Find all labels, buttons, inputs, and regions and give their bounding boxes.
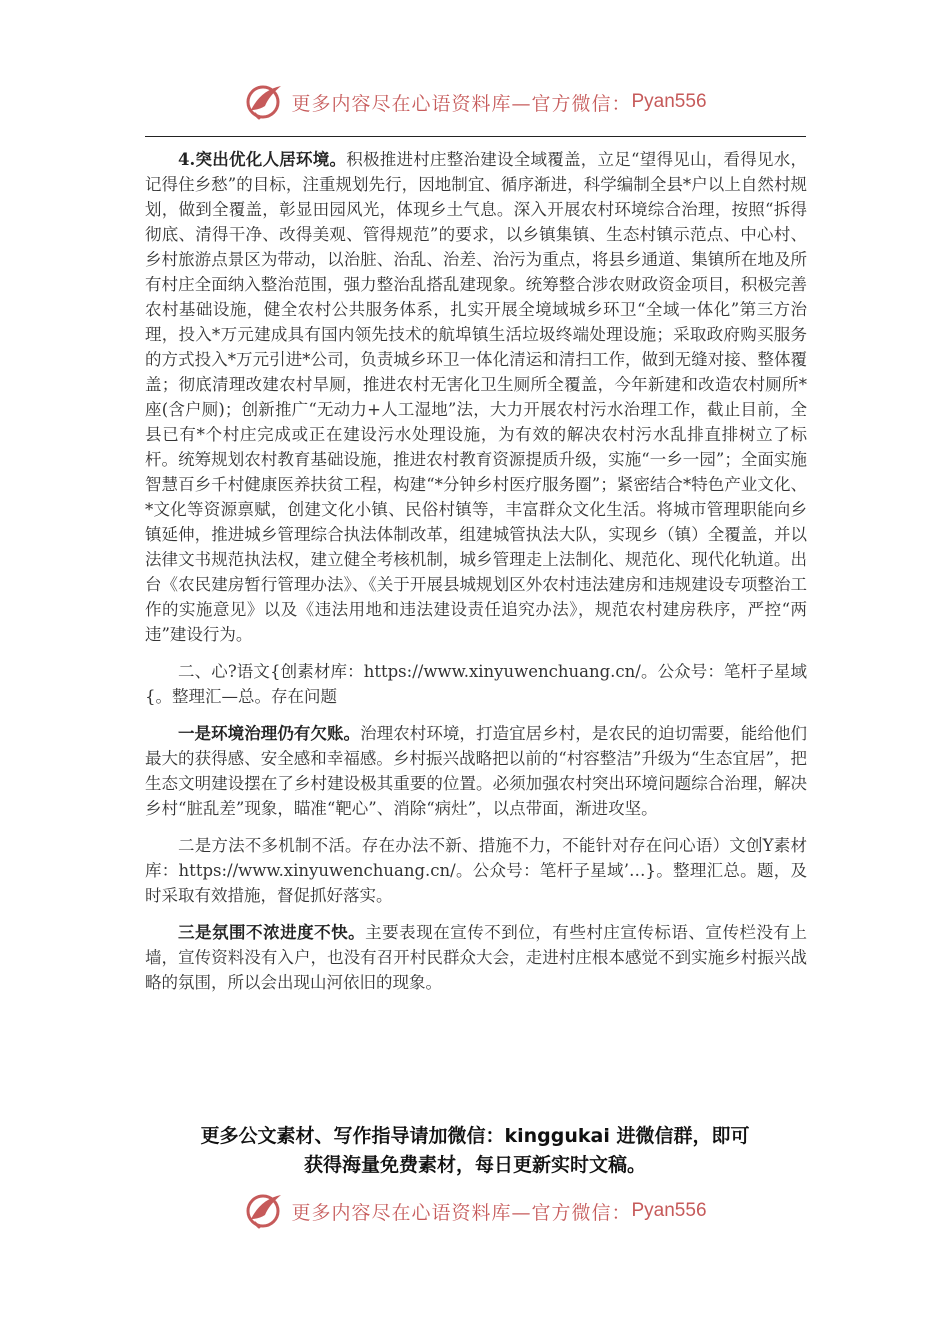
paragraph-living-environment [145, 147, 807, 647]
document-body [145, 147, 807, 995]
banner-handle: Pyan556 [631, 1200, 707, 1221]
paragraph-text: 积极推进村庄整治建设全域覆盖，立足“望得见山，看得见水，记得住乡愁”的目标，注重规划先行，因地制宜、循序渐进，科学编制全县*户以上自然村规划，做到全覆盖，彰显田园风光，体现乡土气息。深入开展农村环境综合治理，按照“拆得彻底、清得干净、改得美观、管得规范”的要求，以乡镇集镇、生态村镇示范点、中心村、乡村旅游点景区为带动，以治脏、治乱、治差、治污为重点，将县乡通道、集镇所在地及所有村庄全面纳入整治范围，强力整治乱搭乱建现象。统筹整合涉农财政资金项目，积极完善农村基础设施，健全农村公共服务体系，扎实开展全境域城乡环卫“全域一体化”第三方治理，投入*万元建成具有国内领先技术的航埠镇生活垃圾终端处理设施；采取政府购买服务的方式投入*万元引进*公司，负责城乡环卫一体化清运和清扫工作，做到无缝对接、整体覆盖；彻底清理改建农村旱厕，推进农村无害化卫生厕所全覆盖，今年新建和改造农村厕所*座(含户厕)；创新推广“无动力+人工湿地”法，大力开展农村污水治理工作，截止目前，全县已有*个村庄完成或正在建设污水处理设施，为有效的解决农村污水乱排直排树立了标杆。统筹规划农村教育基础设施，推进农村教育资源提质升级，实施“一乡一园”；全面实施智慧百乡千村健康医养扶贫工程，构建“*分钟乡村医疗服务圈”；紧密结合*特色产业文化、*文化等资源禀赋，创建文化小镇、民俗村镇等，丰富群众文化生活。将城市管理职能向乡镇延伸，推进城乡管理综合执法体制改革，组建城管执法大队，实现乡（镇）全覆盖，并以法律文书规范执法权，建立健全考核机制，城乡管理走上法制化、规范化、现代化轨道。出台《农民建房暂行管理办法》、《关于开展县城规划区外农村违法建房和违规建设专项整治工作的实施意见》以及《违法用地和违法建设责任追究办法》，规范农村建房秩序，严控“两违”建设行为。 [145, 150, 807, 644]
paragraph-problem-two [145, 833, 807, 908]
brush-logo-icon [243, 80, 287, 124]
paragraph-text: 治理农村环境，打造宜居乡村，是农民的迫切需要，能给他们最大的获得感、安全感和幸福感。乡村振兴战略把以前的“村容整洁”升级为“生态宜居”，把生态文明建设摆在了乡村建设极其重要的位置。必须加强农村突出环境问题综合治理，解决乡村“脏乱差”现象，瞄准“靶心”、消除“病灶”，以点带面，渐进攻坚。 [145, 724, 808, 818]
header-divider [145, 136, 806, 137]
paragraph-text: 二是方法不多机制不活。存在办法不新、措施不力，不能针对存在问心语）文创Y素材库：https://www.xinyuwenchuang.cn/。公众号：笔杆子星域’…}。整理汇总。题，及时采取有效措施，督促抓好落实。 [145, 836, 807, 905]
banner-text: 更多内容尽在心语资料库—官方微信： [291, 92, 632, 115]
paragraph-lead: 4.突出优化人居环境。 [178, 150, 347, 169]
footer-banner [0, 1189, 950, 1233]
paragraph-lead: 一是环境治理仍有欠账。 [178, 724, 361, 743]
banner-handle: Pyan556 [631, 91, 707, 112]
header-banner [0, 80, 950, 124]
promo-notice [130, 1122, 820, 1180]
banner-text: 更多内容尽在心语资料库—官方微信： [291, 1201, 632, 1224]
promo-line-2: 获得海量免费素材，每日更新实时文稿。 [303, 1154, 646, 1176]
paragraph-text: 主要表现在宣传不到位，有些村庄宣传标语、宣传栏没有上墙，宣传资料没有入户，也没有召开村民群众大会，走进村庄根本感觉不到实施乡村振兴战略的氛围，所以会出现山河依旧的现象。 [145, 923, 808, 992]
paragraph-text: 二、心?语文{创素材库：https://www.xinyuwenchuang.cn/。公众号：笔杆子星域{。整理汇—总。存在问题 [145, 662, 807, 706]
brush-logo-icon [243, 1189, 287, 1233]
section-heading-problems [145, 659, 807, 709]
paragraph-lead: 三是氛围不浓进度不快。 [178, 923, 366, 942]
paragraph-problem-one [145, 721, 807, 821]
promo-line-1: 更多公文素材、写作指导请加微信：kinggukai 进微信群，即可 [200, 1125, 750, 1147]
paragraph-problem-three [145, 920, 807, 995]
